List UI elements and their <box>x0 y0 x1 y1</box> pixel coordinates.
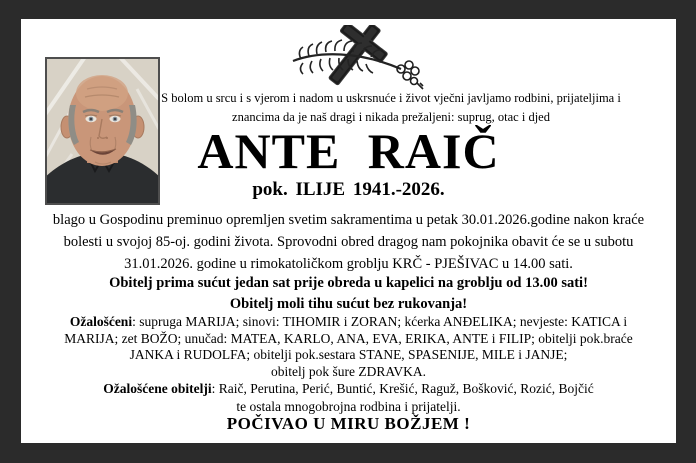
closing-blessing: POČIVAO U MIRU BOŽJEM ! <box>226 414 471 433</box>
families-line-1 <box>31 380 666 398</box>
announcement-line-1: blago u Gospodinu preminuo opremljen svetim sakramentima u petak 30.01.2026.godine nakon kraće <box>52 212 645 228</box>
visitation-notice: Obitelj prima sućut jedan sat prije obreda u kapelici na groblju od 13.00 sati! <box>109 275 588 291</box>
funeral-announcement <box>21 209 676 275</box>
mourners-list <box>31 314 666 380</box>
deceased-name: ANTE RAIČ <box>197 123 500 179</box>
mourners-line-1-rest: : supruga MARIJA; sinovi: TIHOMIR i ZORAN; kćerka ANĐELIKA; nevjeste: KATICA i <box>132 314 628 329</box>
obituary-card <box>21 19 676 443</box>
families-line-1-rest: : Raič, Perutina, Perić, Buntić, Krešić, Raguž, Bošković, Rozić, Bojčić <box>211 381 594 396</box>
announcement-line-3: 31.01.2026. godine u rimokatoličkom groblju KRČ - PJEŠIVAC u 14.00 sati. <box>124 256 573 272</box>
deceased-patronymic-years: pok. ILIJE 1941.-2026. <box>252 179 445 200</box>
intro-line-2: znancima da je naš dragi i nikada prežaljeni: suprug, otac i djed <box>232 110 550 124</box>
cross-with-palm-branch-and-rosary-icon <box>279 25 429 91</box>
mourners-label: Ožalošćeni <box>69 314 133 329</box>
intro-text <box>126 89 656 127</box>
intro-line-1: S bolom u srcu i s vjerom i nadom u uskrsnuće i život vječni javljamo rodbini, prijateljima i <box>161 91 621 105</box>
mourners-line-3: JANKA i RUDOLFA; obitelji pok.sestara STANE, SPASENIJE, MILE i JANJE; <box>129 347 568 362</box>
condolence-notice: Obitelj moli tihu sućut bez rukovanja! <box>229 296 468 312</box>
announcement-line-2: bolesti u svojoj 85-oj. godini života. Sprovodni obred dragog nam pokojnika obavit će se u subotu <box>63 234 634 250</box>
families-line-2: te ostala mnogobrojna rodbina i prijatelji. <box>236 398 461 414</box>
grieving-families <box>31 380 666 415</box>
mourners-line-1 <box>31 314 666 331</box>
mourners-line-4: obitelj pok šure ZDRAVKA. <box>271 363 426 379</box>
mourners-line-2: MARIJA; zet BOŽO; unučad: MATEA, KARLO, ANA, EVA, ERIKA, ANTE i FILIP; obitelji pok.braće <box>64 330 633 346</box>
families-label: Ožalošćene obitelji <box>103 381 212 396</box>
